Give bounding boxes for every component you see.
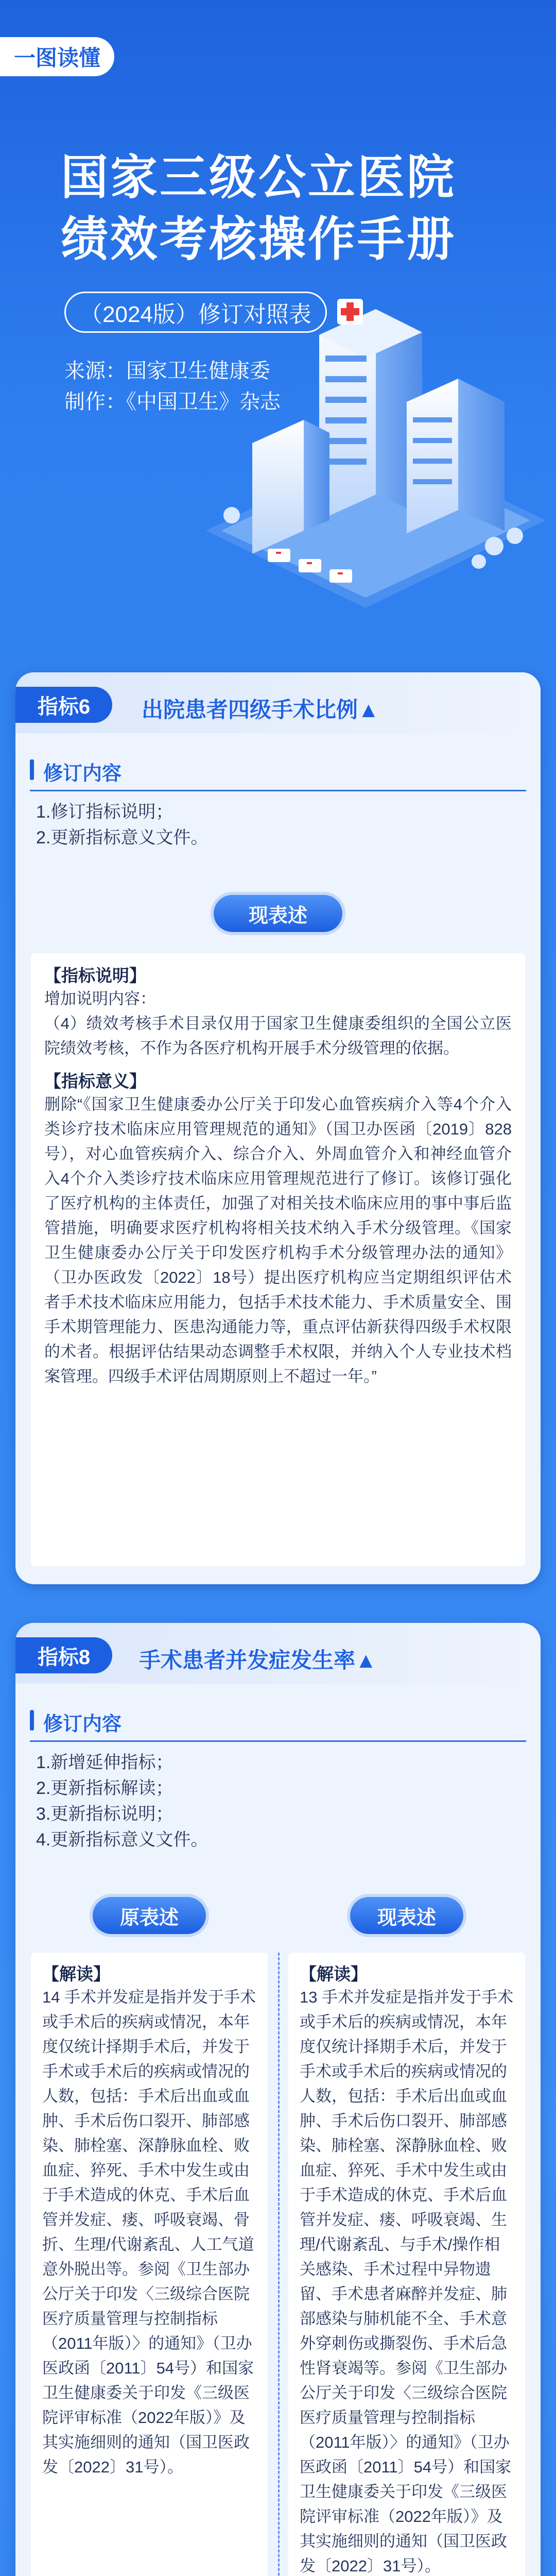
producer-line: 制作：《中国卫生》杂志 (64, 391, 281, 413)
interpretation-heading: 【解读】 (300, 1964, 368, 1984)
header-tag: 一图读懂 (0, 37, 114, 76)
subtitle-pill: （2024版）修订对照表 (64, 292, 327, 333)
title-line-2: 绩效考核操作手册 (61, 213, 457, 266)
source-line: 来源：国家卫生健康委 (64, 360, 270, 382)
revision-rule (30, 790, 526, 791)
indicator-6-card (15, 672, 541, 1584)
list-item: 3.更新指标说明； (36, 1804, 173, 1824)
revision-rule (30, 1740, 526, 1742)
revision-list (36, 799, 208, 851)
connector-line (278, 1953, 280, 2576)
list-item: 2.更新指标意义文件。 (36, 828, 208, 848)
hospital-illustration (190, 289, 551, 608)
indicator-title: 手术患者并发症发生率▲ (139, 1648, 377, 1672)
meaning-text: 删除“《国家卫生健康委办公厅关于印发心血管疾病介入等4个介入类诊疗技术临床应用管理规范的通知》（国卫办医函〔2019〕828号），对心血管疾病介入、综合介入、外周血管介入和神经血管介入4个介入类诊疗技术临床应用管理规范进行了修订。该修订强化了医疗机构的主体责任，加强了对相关技术临床应用的事中事后监管措施，明确要求医疗机构将相关技术纳入手术分级管理。《国家卫生健康委办公厅关于印发医疗机构手术分级管理办法的通知》（卫办医政发〔2022〕18号）提出医疗机构应当定期组织评估术者手术技术临床应用能力，包括手术技术能力、手术质量安全、围手术期管理能力、医患沟通能力等，重点评估新获得四级手术权限的术者。根据评估结果动态调整手术权限，并纳入个人专业技术档案管理。四级手术评估周期原则上不超过一年。” (44, 1095, 512, 1385)
revision-heading: 修订内容 (30, 1708, 121, 1736)
desc-text: 增加说明内容： （4）绩效考核手术目录仅用于国家卫生健康委组织的全国公立医院绩效考核，不作为各医疗机构开展手术分级管理的依据。 (44, 990, 512, 1057)
indicator-title: 出院患者四级手术比例▲ (142, 698, 379, 722)
current-content-box (31, 953, 525, 1566)
title-line-1: 国家三级公立医院 (61, 151, 457, 204)
page-title (61, 147, 456, 270)
revision-heading: 修订内容 (30, 757, 121, 786)
current-interpretation-box (288, 1953, 525, 2576)
interpretation-heading: 【解读】 (42, 1964, 110, 1984)
original-interpretation-box (31, 1953, 268, 2576)
list-item: 1.修订指标说明； (36, 802, 173, 822)
desc-heading: 【指标说明】 (44, 966, 146, 985)
original-version-button[interactable]: 原表述 (93, 1897, 206, 1934)
list-item: 2.更新指标解读； (36, 1778, 173, 1798)
indicator-tag: 指标8 (15, 1637, 112, 1673)
meaning-heading: 【指标意义】 (44, 1072, 146, 1091)
revision-list (36, 1750, 208, 1853)
interpretation-text: 14 手术并发症是指并发于手术或手术后的疾病或情况，本年度仅统计择期手术后，并发于手术或手术后的疾病或情况的人数，包括：手术后出血或血肿、手术后伤口裂开、肺部感染、肺栓塞、深静脉血栓、败血症、猝死、手术中发生或由于手术造成的休克、手术后血管并发症、瘘、呼吸衰竭、骨折、生理/代谢紊乱、人工气道意外脱出等。参阅《卫生部办公厅关于印发〈三级综合医院医疗质量管理与控制指标（2011年版）〉的通知》（卫办医政函〔2011〕54号）和国家卫生健康委关于印发《三级医院评审标准（2022年版）》及其实施细则的通知（国卫医政发〔2022〕31号）。 (42, 1988, 256, 2476)
current-version-button[interactable]: 现表述 (350, 1897, 463, 1934)
interpretation-text: 13 手术并发症是指并发于手术或手术后的疾病或情况，本年度仅统计择期手术后，并发于手术或手术后的疾病或情况的人数，包括：手术后出血或血肿、手术后伤口裂开、肺部感染、肺栓塞、深静脉血栓、败血症、猝死、手术中发生或由于手术造成的休克、手术后血管并发症、瘘、呼吸衰竭、生理/代谢紊乱、与手术/操作相关感染、手术过程中异物遗留、手术患者麻醉并发症、肺部感染与肺机能不全、手术意外穿刺伤或撕裂伤、手术后急性肾衰竭等。参阅《卫生部办公厅关于印发〈三级综合医院医疗质量管理与控制指标（2011年版）〉的通知》（卫办医政函〔2011〕54号）和国家卫生健康委关于印发《三级医院评审标准（2022年版）》及其实施细则的通知（国卫医政发〔2022〕31号）。 (300, 1988, 514, 2575)
indicator-8-card (15, 1623, 541, 2576)
list-item: 1.新增延伸指标； (36, 1753, 173, 1772)
current-version-button[interactable]: 现表述 (214, 895, 342, 932)
indicator-tag: 指标6 (15, 687, 112, 723)
list-item: 4.更新指标意义文件。 (36, 1830, 208, 1850)
